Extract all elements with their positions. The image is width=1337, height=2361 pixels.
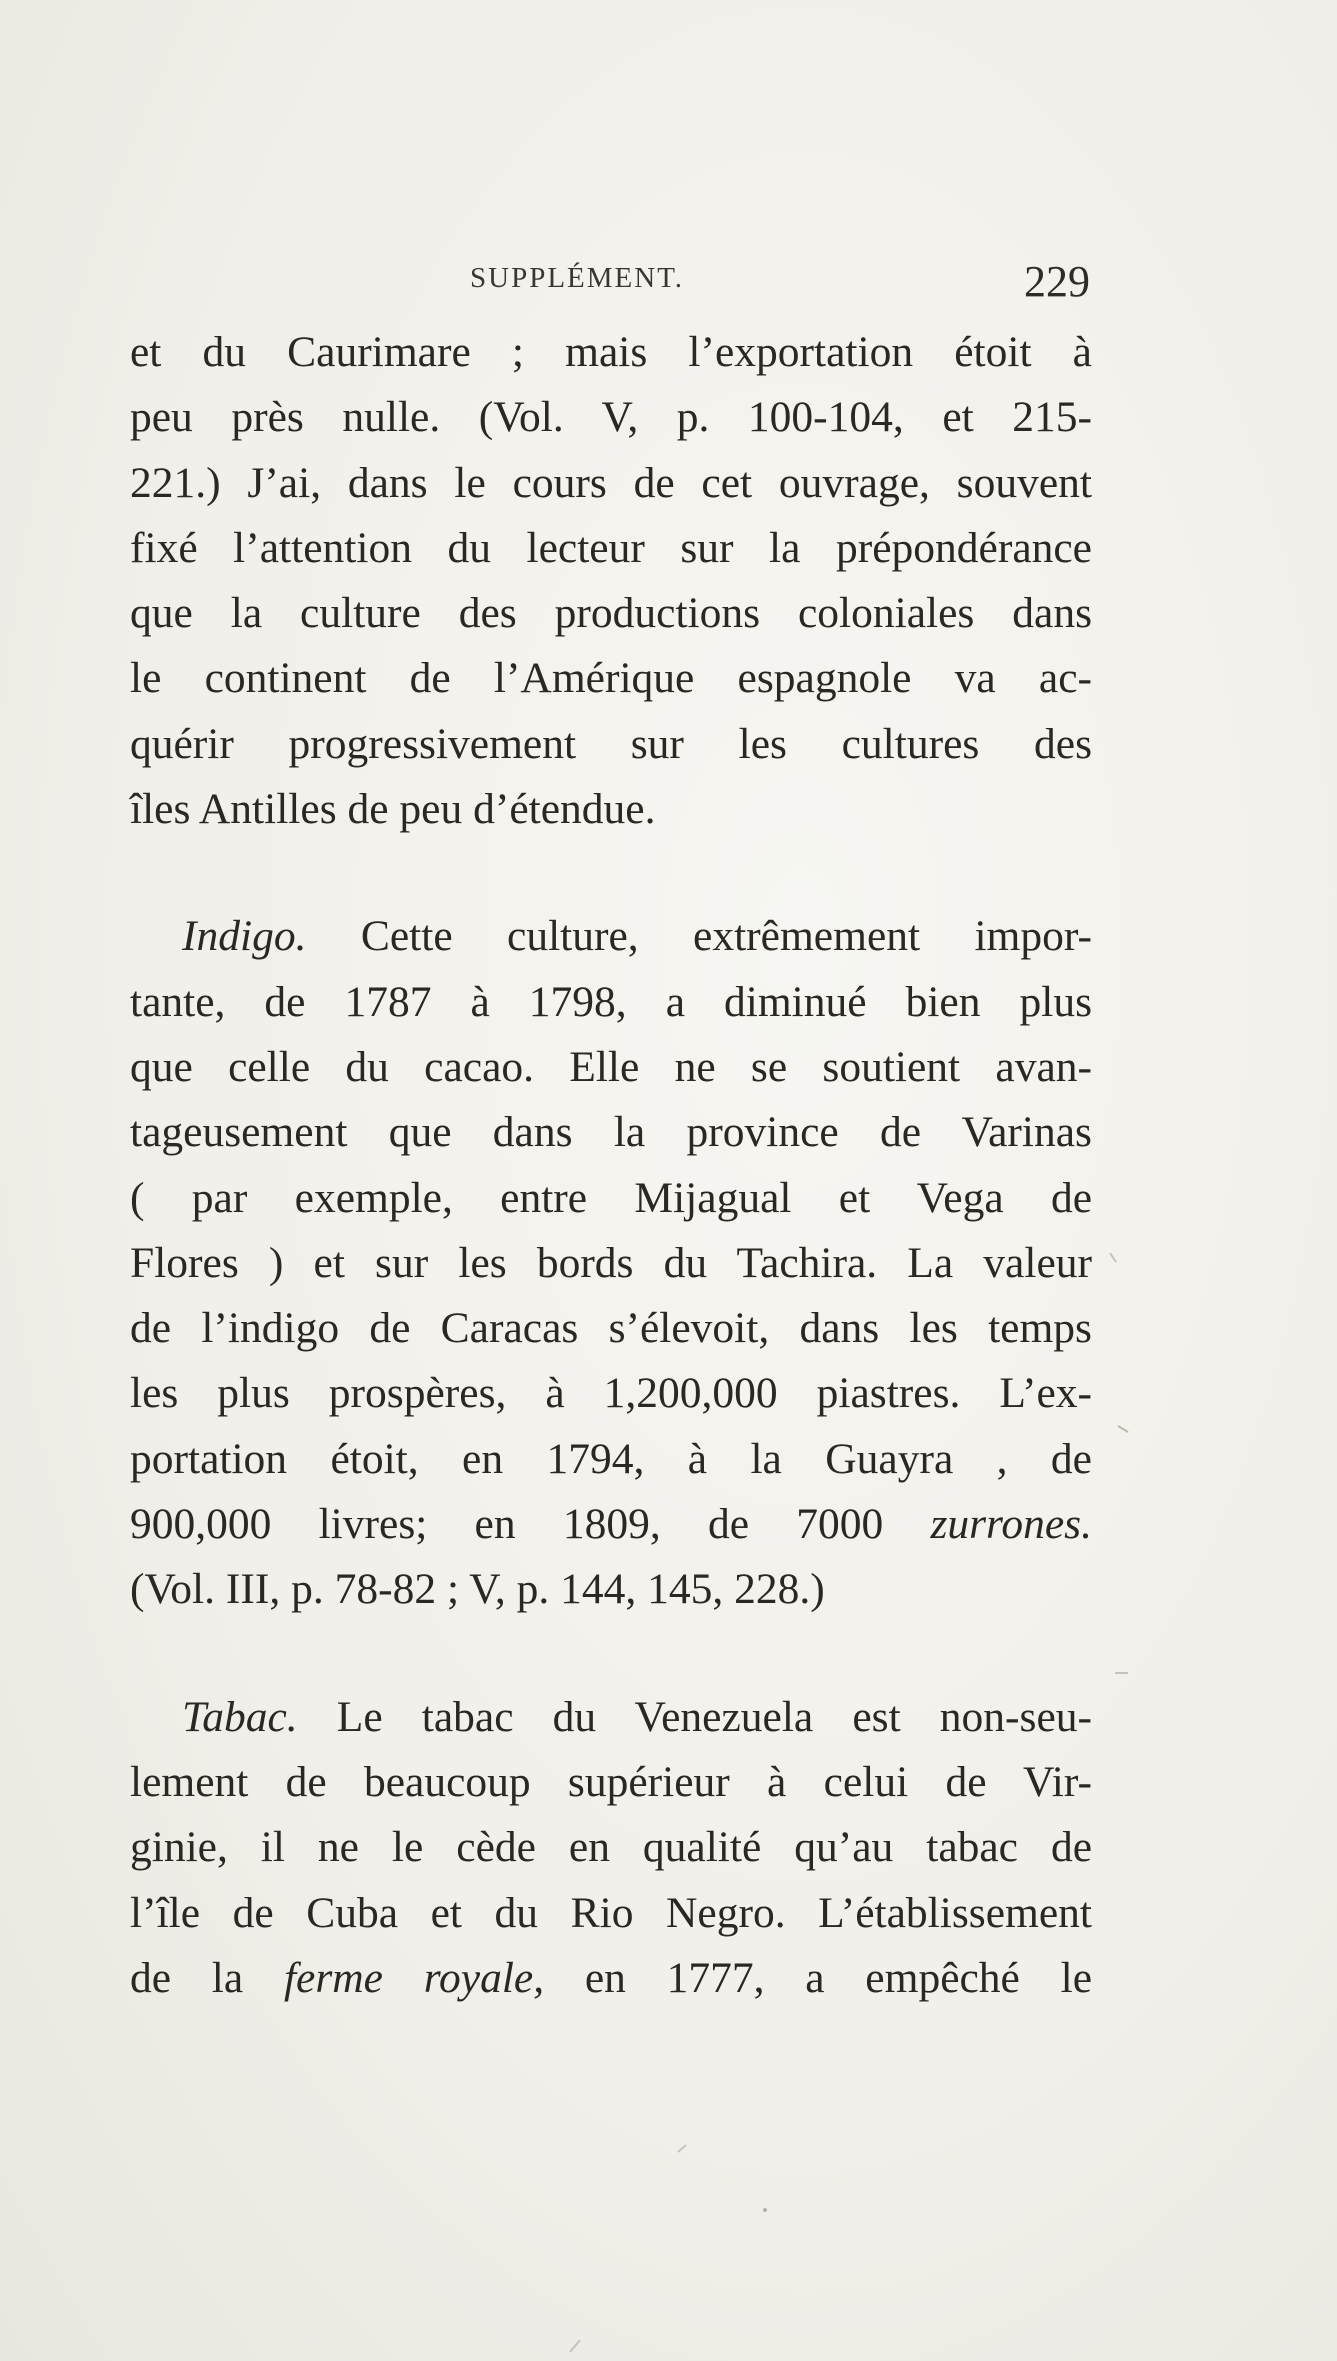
section-lead-tabac: Tabac.: [182, 1692, 298, 1741]
text-line: lement de beaucoup supérieur à celui de Vir-: [130, 1757, 1092, 1806]
paragraph-cacao-continuation: [130, 320, 1092, 842]
text-line: portation étoit, en 1794, à la Guayra , de: [130, 1434, 1092, 1483]
italic-term-ferme-royale: ferme royale,: [283, 1953, 545, 2002]
paragraph-gap: [130, 842, 1092, 904]
text-line: fixé l’attention du lecteur sur la prépondérance: [130, 523, 1092, 572]
text-line: [130, 1946, 1092, 2011]
text-line: îles Antilles de peu d’étendue.: [130, 785, 656, 834]
paragraph-tabac: [130, 1685, 1092, 2011]
section-lead-indigo: Indigo.: [182, 912, 307, 961]
text-line: (Vol. III, p. 78-82 ; V, p. 144, 145, 228.): [130, 1565, 825, 1614]
text-line: ( par exemple, entre Mijagual et Vega de: [130, 1173, 1092, 1222]
text-run: en 1777, a empêché le: [544, 1953, 1092, 2002]
body-text: [130, 320, 1092, 2011]
text-line: [130, 1685, 1092, 1750]
text-line: que celle du cacao. Elle ne se soutient avan-: [130, 1042, 1092, 1091]
page-number: 229: [1024, 257, 1090, 306]
text-line: tante, de 1787 à 1798, a diminué bien plus: [130, 977, 1092, 1026]
text-line: tageusement que dans la province de Varinas: [130, 1108, 1092, 1157]
text-run: de la: [130, 1953, 284, 2002]
text-line: [130, 1492, 1092, 1557]
text-line: les plus prospères, à 1,200,000 piastres. L’ex-: [130, 1369, 1092, 1418]
paragraph-indigo: [130, 904, 1092, 1622]
text-line: l’île de Cuba et du Rio Negro. L’établissement: [130, 1888, 1092, 1937]
page-header: [130, 257, 1090, 312]
text-line: le continent de l’Amérique espagnole va ac-: [130, 654, 1092, 703]
text-line: peu près nulle. (Vol. V, p. 100-104, et 215-: [130, 393, 1092, 442]
text-line: quérir progressivement sur les cultures des: [130, 719, 1092, 768]
text-line: et du Caurimare ; mais l’exportation étoit à: [130, 328, 1092, 376]
text-line: de l’indigo de Caracas s’élevoit, dans les temps: [130, 1304, 1092, 1353]
text-run: Le tabac du Venezuela est non-seu-: [297, 1692, 1092, 1741]
text-run: Cette culture, extrêmement impor-: [306, 912, 1092, 961]
text-line: [130, 904, 1092, 969]
paragraph-gap: [130, 1623, 1092, 1685]
text-run: 900,000 livres; en 1809, de 7000: [130, 1500, 931, 1549]
text-line: ginie, il ne le cède en qualité qu’au tabac de: [130, 1823, 1092, 1872]
italic-term-zurrones: zurrones.: [930, 1500, 1092, 1549]
text-line: Flores ) et sur les bords du Tachira. La valeur: [130, 1238, 1092, 1287]
text-line: que la culture des productions coloniales dans: [130, 589, 1092, 638]
text-line: 221.) J’ai, dans le cours de cet ouvrage, souvent: [130, 458, 1092, 507]
running-head: SUPPLÉMENT.: [470, 262, 685, 294]
